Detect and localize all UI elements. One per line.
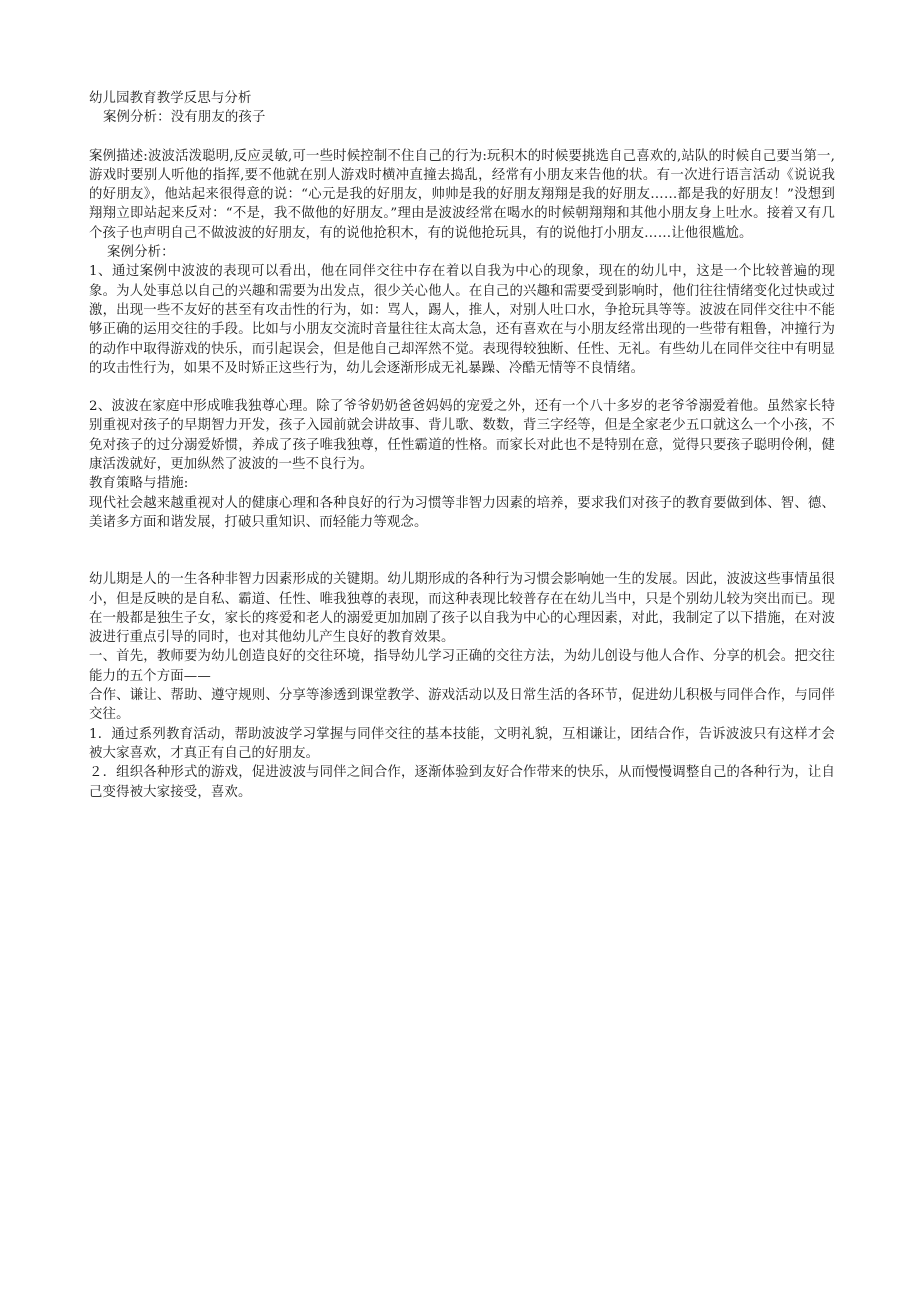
document-title: 幼儿园教育教学反思与分析 <box>89 91 252 106</box>
spacer <box>89 128 835 147</box>
strategy-intro-paragraph: 现代社会越来越重视对人的健康心理和各种良好的行为习惯等非智力因素的培养，要求我们对孩子的教育要做到体、智、德、美诸多方面和谐发展，打破只重知识、而轻能力等观念。 <box>89 495 835 530</box>
measure-five-aspects-paragraph: 合作、谦让、帮助、遵守规则、分享等渗透到课堂教学、游戏活动以及日常生活的各环节，促进幼儿积极与同伴合作，与同伴交往。 <box>89 688 835 723</box>
analysis-paragraph-1: 1、通过案例中波波的表现可以看出，他在同伴交往中存在着以自我为中心的现象，现在的幼儿中，这是一个比较普遍的现象。为人处事总以自己的兴趣和需要为出发点，很少关心他人。在自己的兴趣和需要受到影响时，他们往往情绪变化过快或过激，出现一些不友好的甚至有攻击性的行为，如：骂人，踢人，推人，对别人吐口水，争抢玩具等等。波波在同伴交往中不能够正确的运用交往的手段。比如与小朋友交流时音量往往太高太急，还有喜欢在与小朋友经常出现的一些带有粗鲁，冲撞行为的动作中取得游戏的快乐，而引起误会，但是他自己却浑然不觉。表现得较独断、任性、无礼。有些幼儿在同伴交往中有明显的攻击性行为，如果不及时矫正这些行为，幼儿会逐渐形成无礼暴躁、冷酷无情等不良情绪。 <box>89 264 835 376</box>
list-item-2: ２．组织各种形式的游戏，促进波波与同伴之间合作，逐渐体验到友好合作带来的快乐，从而慢慢调整自己的各种行为，让自己变得被大家接受，喜欢。 <box>89 765 835 800</box>
spacer <box>89 532 835 570</box>
document-body <box>89 89 835 802</box>
analysis-heading: 案例分析： <box>107 245 175 261</box>
measure-first-paragraph: 一、首先，教师要为幼儿创造良好的交往环境，指导幼儿学习正确的交往方法，为幼儿创设与他人合作、分享的机会。把交往能力的五个方面—— <box>89 649 835 684</box>
strategy-body-paragraph: 幼儿期是人的一生各种非智力因素形成的关键期。幼儿期形成的各种行为习惯会影响她一生的发展。因此，波波这些事情虽很小，但是反映的是自私、霸道、任性、唯我独尊的表现，而这种表现比较普存在在幼儿当中，只是个别幼儿较为突出而已。现在一般都是独生子女，家长的疼爱和老人的溺爱更加加剧了孩子以自我为中心的心理因素，对此，我制定了以下措施，在对波波进行重点引导的同时，也对其他幼儿产生良好的教育效果。 <box>89 572 835 646</box>
analysis-paragraph-2: 2、波波在家庭中形成唯我独尊心理。除了爷爷奶奶爸爸妈妈的宠爱之外，还有一个八十多岁的老爷爷溺爱着他。虽然家长特别重视对孩子的早期智力开发，孩子入园前就会讲故事、背儿歌、数数，背三字经等，但是全家老少五口就这么一个小孩，不免对孩子的过分溺爱娇惯，养成了孩子唯我独尊，任性霸道的性格。而家长对此也不是特别在意，觉得只要孩子聪明伶俐，健康活泼就好，更加纵然了波波的一些不良行为。 <box>89 399 835 473</box>
spacer <box>89 378 835 397</box>
strategy-heading: 教育策略与措施: <box>89 476 189 492</box>
document-subtitle: 案例分析：没有朋友的孩子 <box>103 110 266 126</box>
case-description-paragraph: 案例描述:波波活泼聪明,反应灵敏,可一些时候控制不住自己的行为:玩积木的时候要挑选自己喜欢的,站队的时候自己要当第一,游戏时要别人听他的指挥,要不他就在别人游戏时横冲直撞去捣乱，经常有小朋友来告他的状。有一次进行语言活动《说说我的好朋友》，他站起来很得意的说：“心元是我的好朋友，帅帅是我的好朋友翔翔是我的好朋友……都是我的好朋友！”没想到翔翔立即站起来反对：“不是，我不做他的好朋友。”理由是波波经常在喝水的时候朝翔翔和其他小朋友身上吐水。接着又有几个孩子也声明自己不做波波的好朋友，有的说他抢积木，有的说他抢玩具，有的说他打小朋友……让他很尴尬。 <box>89 148 835 241</box>
list-item-1: 1．通过系列教育活动，帮助波波学习掌握与同伴交往的基本技能，文明礼貌，互相谦让，团结合作，告诉波波只有这样才会被大家喜欢，才真正有自己的好朋友。 <box>89 726 835 761</box>
